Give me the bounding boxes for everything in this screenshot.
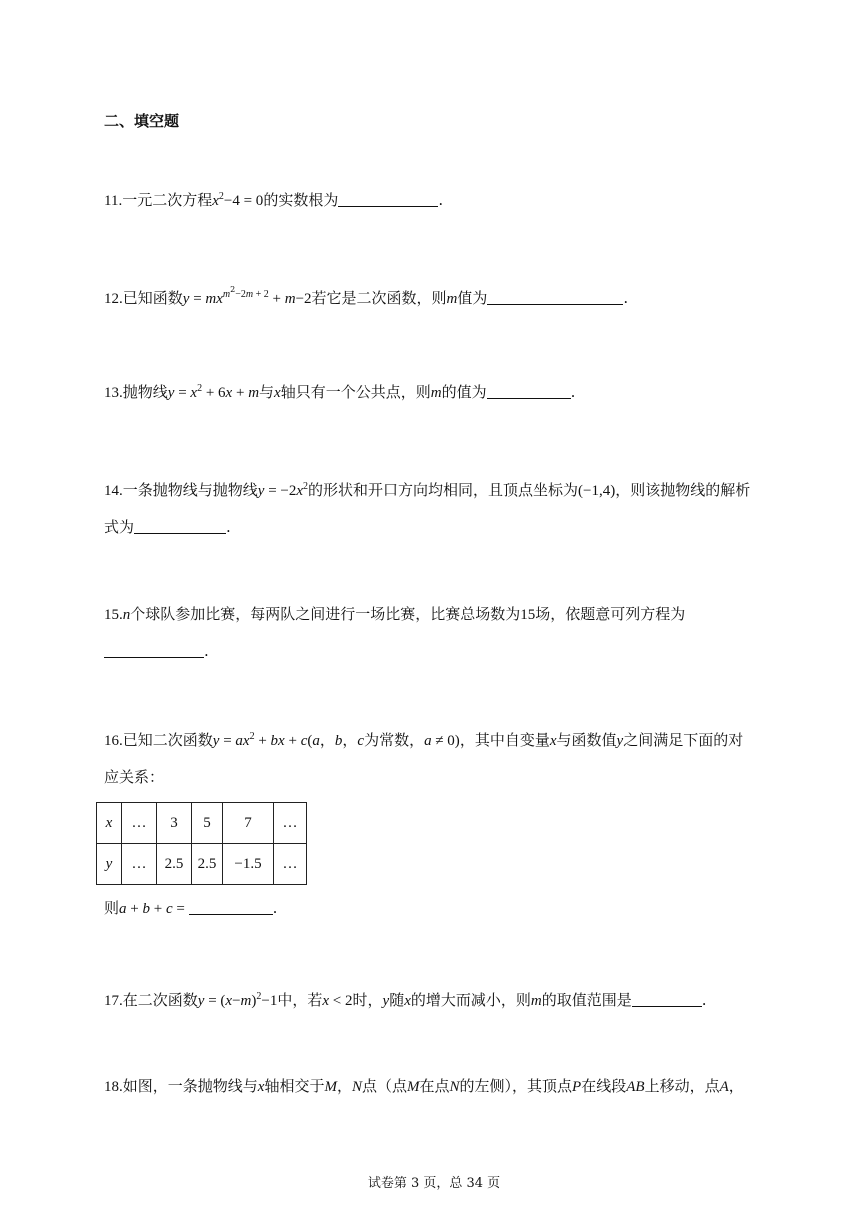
question-12: 12.已知函数$y = mx^{m^2-2m + 2} + m-2$若它是二次函数，则m值为 . (104, 285, 629, 307)
answer-blank-12[interactable] (487, 290, 623, 305)
answer-blank-17[interactable] (632, 992, 702, 1007)
table-cell: … (274, 803, 307, 844)
table-cell: 7 (223, 803, 274, 844)
table-cell: … (122, 844, 157, 885)
answer-blank-11[interactable] (338, 192, 438, 207)
answer-blank-13[interactable] (487, 384, 571, 399)
question-13: 13.抛物线$y = x^2 + 6x + m$与x轴只有一个公共点，则m的值为 . (104, 383, 576, 401)
section-title: 二、填空题 (104, 112, 180, 130)
question-11: 11.一元二次方程$x^2-4 = 0$的实数根为 . (104, 191, 444, 209)
question-18: 18.如图，一条抛物线与x轴相交于M，N点（点M在点N的左侧），其顶点P在线段AB上移动，点A， (104, 1077, 744, 1095)
table-cell: 2.5 (192, 844, 223, 885)
question-14: 14.一条抛物线与抛物线$y = -2x^2$的形状和开口方向均相同，且顶点坐标为(−1,4)，则该抛物线的解析 式为 . (104, 481, 751, 536)
table-row (97, 803, 307, 844)
answer-blank-15[interactable] (104, 643, 204, 658)
table-cell: y (97, 844, 122, 885)
page-footer: 试卷第 3 页，总 34 页 (367, 1176, 501, 1191)
question-16: 16.已知二次函数$y = ax^2$ + bx + c(a，b，c为常数，a ≠ 0)，其中自变量x与函数值y之间满足下面的对 应关系： (104, 731, 744, 786)
table-cell: 2.5 (157, 844, 192, 885)
table-cell: −1.5 (223, 844, 274, 885)
question-15: 15.n个球队参加比赛，每两队之间进行一场比赛，比赛总场数为15场，依题意可列方程为 . (104, 605, 686, 660)
answer-blank-14[interactable] (134, 519, 226, 534)
table-cell: … (122, 803, 157, 844)
table-row (97, 844, 307, 885)
question-17: 17.在二次函数$y = (x-m)^2-1$中，若x < 2时，y随x的增大而减小，则m的取值范围是 . (104, 991, 707, 1009)
table-cell: … (274, 844, 307, 885)
table-cell: 5 (192, 803, 223, 844)
answer-blank-16[interactable] (189, 900, 273, 915)
question-16-answer-line: 则a + b + c = . (104, 899, 278, 917)
value-table (96, 802, 307, 885)
table-cell: 3 (157, 803, 192, 844)
table-cell: x (97, 803, 122, 844)
